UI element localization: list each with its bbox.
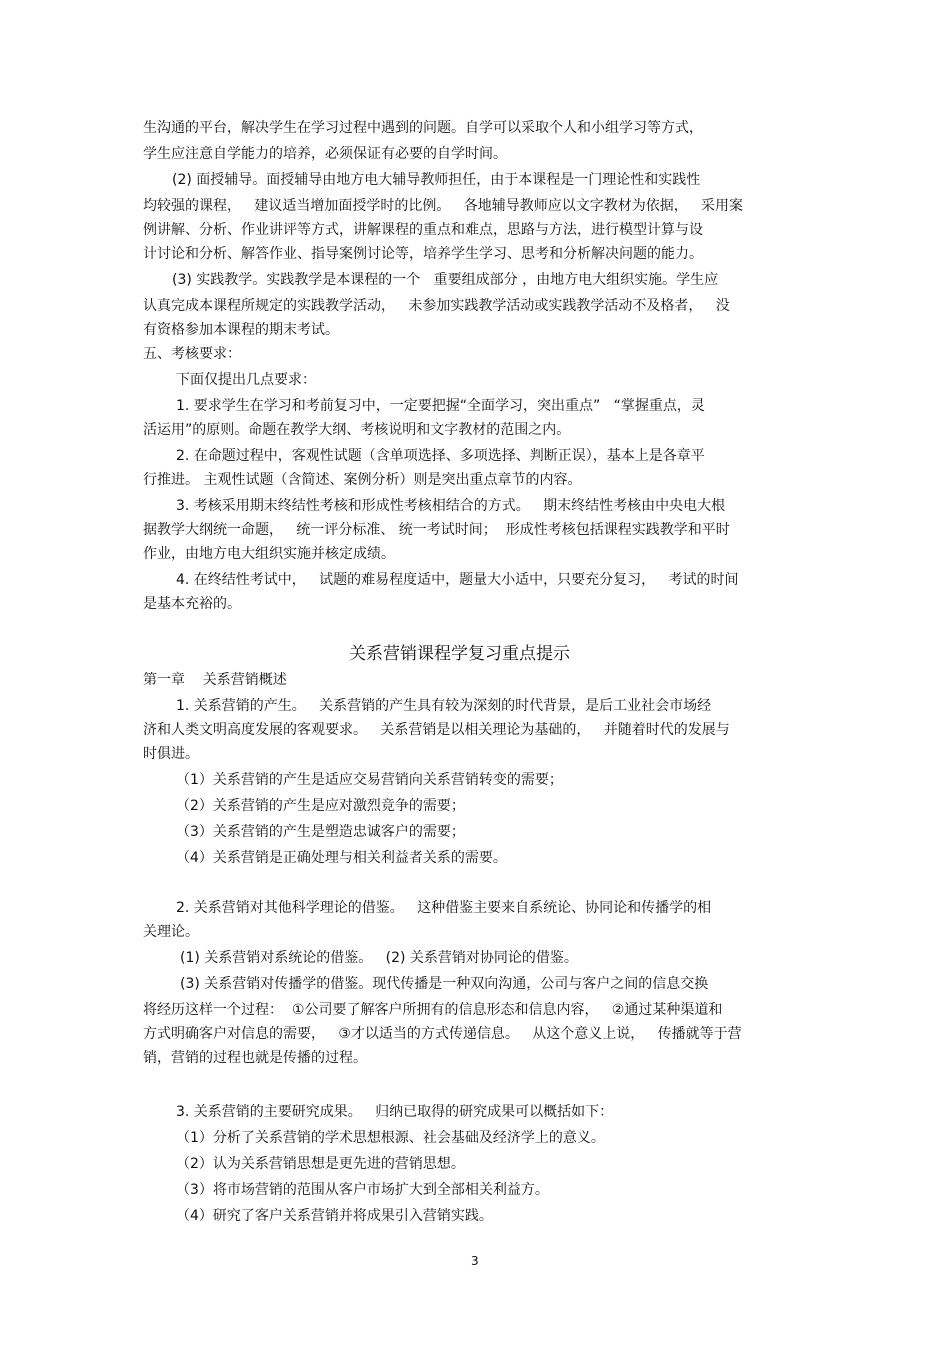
list-item: （4）关系营销是正确处理与相关利益者关系的需要。 xyxy=(176,850,507,866)
page-number: 3 xyxy=(471,1254,479,1268)
list-item: （4）研究了客户关系营销并将成果引入营销实践。 xyxy=(176,1208,493,1224)
body-line: 济和人类文明高度发展的客观要求。 关系营销是以相关理论为基础的， 并随着时代的发展与 xyxy=(143,722,730,738)
body-line: 下面仅提出几点要求： xyxy=(176,372,316,388)
list-item: （3）关系营销的产生是塑造忠诚客户的需要； xyxy=(176,824,465,840)
body-line: 关理论。 xyxy=(143,924,199,940)
body-line: 活运用”的原则。命题在教学大纲、考核说明和文字教材的范围之内。 xyxy=(143,422,571,438)
body-line: 有资格参加本课程的期末考试。 xyxy=(143,322,339,338)
list-item: （2）认为关系营销思想是更先进的营销思想。 xyxy=(176,1156,465,1172)
body-line: (3) 关系营销对传播学的借鉴。现代传播是一种双向沟通，公司与客户之间的信息交换 xyxy=(180,976,709,992)
body-line: 据教学大纲统一命题， 统一评分标准、 统一考试时间； 形成性考核包括课程实践教学和平时 xyxy=(143,522,730,538)
document-title: 关系营销课程学复习重点提示 xyxy=(349,644,570,664)
list-item: （3）将市场营销的范围从客户市场扩大到全部相关利益方。 xyxy=(176,1182,549,1198)
list-item: （1）关系营销的产生是适应交易营销向关系营销转变的需要； xyxy=(176,772,563,788)
body-line: (1) 关系营销对系统论的借鉴。 (2) 关系营销对协同论的借鉴。 xyxy=(180,950,578,966)
body-line: 1. 关系营销的产生。 关系营销的产生具有较为深刻的时代背景，是后工业社会市场经 xyxy=(176,698,712,714)
body-line: 计讨论和分析、解答作业、指导案例讨论等，培养学生学习、思考和分析解决问题的能力。 xyxy=(143,246,703,262)
chapter-heading: 第一章 关系营销概述 xyxy=(143,672,287,688)
body-line: 3. 关系营销的主要研究成果。 归纳已取得的研究成果可以概括如下： xyxy=(176,1104,614,1120)
body-line: 销，营销的过程也就是传播的过程。 xyxy=(143,1050,367,1066)
body-line: (3) 实践教学。实践教学是本课程的一个 重要组成部分 ，由地方电大组织实施。学生应 xyxy=(172,272,719,288)
body-line: 均较强的课程， 建议适当增加面授学时的比例。 各地辅导教师应以文字教材为依据， 采用案 xyxy=(143,198,744,214)
body-line: 学生应注意自学能力的培养，必须保证有必要的自学时间。 xyxy=(143,146,507,162)
body-line: 3. 考核采用期末终结性考核和形成性考核相结合的方式。 期末终结性考核由中央电大根 xyxy=(176,498,726,514)
list-item: （2）关系营销的产生是应对激烈竞争的需要； xyxy=(176,798,465,814)
body-line: 2. 关系营销对其他科学理论的借鉴。 这种借鉴主要来自系统论、协同论和传播学的相 xyxy=(176,900,712,916)
body-line: 时俱进。 xyxy=(143,746,199,762)
list-item: （1）分析了关系营销的学术思想根源、社会基础及经济学上的意义。 xyxy=(176,1130,605,1146)
body-line: 生沟通的平台，解决学生在学习过程中遇到的问题。自学可以采取个人和小组学习等方式， xyxy=(143,120,703,136)
section-heading: 五、考核要求： xyxy=(143,346,241,362)
body-line: 将经历这样一个过程： ①公司要了解客户所拥有的信息形态和信息内容， ②通过某种渠道和 xyxy=(143,1002,723,1018)
body-line: 方式明确客户对信息的需要， ③才以适当的方式传递信息。 从这个意义上说， 传播就等于营 xyxy=(143,1026,742,1042)
body-line: 认真完成本课程所规定的实践教学活动， 未参加实践教学活动或实践教学活动不及格者， 没 xyxy=(143,298,730,314)
body-line: 作业，由地方电大组织实施并核定成绩。 xyxy=(143,546,395,562)
body-line: 行推进。 主观性试题（含简述、案例分析）则是突出重点章节的内容。 xyxy=(143,472,582,488)
body-line: 是基本充裕的。 xyxy=(143,596,241,612)
body-line: (2) 面授辅导。面授辅导由地方电大辅导教师担任，由于本课程是一门理论性和实践性 xyxy=(172,172,701,188)
body-line: 例讲解、分析、作业讲评等方式，讲解课程的重点和难点，思路与方法，进行模型计算与设 xyxy=(143,222,703,238)
body-line: 4. 在终结性考试中， 试题的难易程度适中，题量大小适中，只要充分复习， 考试的时间 xyxy=(176,572,739,588)
body-line: 2. 在命题过程中，客观性试题（含单项选择、多项选择、判断正误），基本上是各章平 xyxy=(176,448,705,464)
body-line: 1. 要求学生在学习和考前复习中，一定要把握“全面学习，突出重点” “掌握重点，灵 xyxy=(176,398,705,414)
